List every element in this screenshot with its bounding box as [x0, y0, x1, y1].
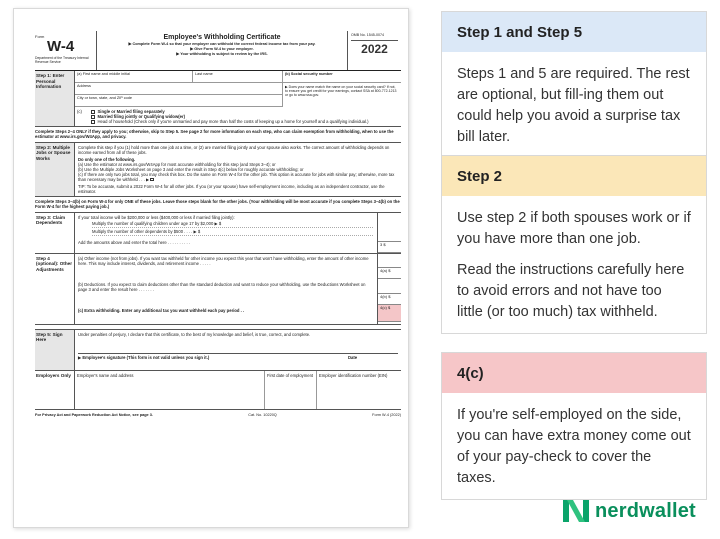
step1-address-row [75, 83, 401, 107]
nerdwallet-wordmark: nerdwallet [595, 499, 696, 522]
steps-3-4-banner [35, 197, 401, 213]
w4-form-sheet [13, 8, 409, 528]
city-field[interactable]: City or town, state, and ZIP code [75, 95, 282, 107]
steps-3-4-banner-text: Complete Steps 3–4(b) on Form W-4 for only ONE of these jobs. Leave those steps blank for the other jobs. (Your withholding will be most accurate if you complete Steps 3–4(b) on the Form W-4 for the highest paying job.) [35, 198, 400, 210]
step3-label: Step 3: Claim Dependents [35, 213, 75, 253]
step3-amount-spacer [378, 213, 401, 241]
filing-status-head[interactable] [91, 119, 399, 124]
step5-label: Step 5: Sign Here [35, 330, 75, 370]
panel-step2 [441, 155, 707, 334]
step4-other-income: (a) Other income (not from jobs). If you want tax withheld for other income you expect this year that won't have withholding, enter the amount of other income here. This may include interest, dividends, and retirement income . . . . . [78, 255, 369, 266]
panel-step1-step5-text: Steps 1 and 5 are required. The rest are optional, but fill-ing them out could help you avoid a surprise tax bill later. [457, 66, 690, 145]
date-field[interactable]: Date [348, 354, 358, 360]
form-instructions [97, 42, 347, 57]
form-footer [35, 410, 401, 418]
address-block [75, 83, 283, 107]
steps-2-4-banner [35, 127, 401, 143]
step5-section [35, 329, 401, 371]
step4-amount-spacer-2 [378, 279, 401, 293]
employers-section [35, 371, 401, 410]
panel-step2-body [442, 196, 706, 333]
nerdwallet-n-logo-svg [563, 498, 589, 524]
panel-4c-text: If you're self-employed on the side, you can have extra money come out of your pay-check to cover the taxes. [457, 407, 691, 486]
form-label: Form [35, 34, 45, 39]
panel-4c [441, 352, 707, 500]
footer-cat: Cat. No. 10220Q [248, 412, 277, 417]
step3-section [35, 213, 401, 254]
step4-amount-column [377, 254, 401, 324]
step4-amount-spacer-1 [378, 254, 401, 267]
step2-only-one: Do only one of the following. [78, 156, 136, 162]
form-year: 2022 [361, 42, 388, 56]
step3-content [75, 213, 401, 253]
form-id-block [35, 31, 97, 70]
employers-label: Employers Only [35, 371, 75, 409]
nerdwallet-brand [563, 498, 696, 524]
footer-form: Form W-4 (2022) [372, 412, 401, 417]
panel-step2-title: Step 2 [442, 156, 706, 196]
step2-intro: Complete this step if you (1) hold more than one job at a time, or (2) are married filing jointly and your spouse also works. The correct amount of withholding depends on income earned from all of these jobs. [78, 144, 390, 155]
step2-option-a: (a) Use the estimator at www.irs.gov/W4App for most accurate withholding for this step (and Steps 3–4); or [78, 161, 276, 167]
other-dependents-line[interactable]: Multiply the number of other dependents by $500 . . . . ▶ $ [92, 228, 373, 236]
filing-status-married-label: Married filing jointly or Qualifying widow(er) [97, 114, 185, 119]
employee-signature-field[interactable]: ▶ Employee's signature (This form is not valid unless you sign it.) [78, 354, 210, 360]
step2-tip: TIP: To be accurate, submit a 2022 Form W-4 for all other jobs. If you (or your spouse) have self-employment income, including as an independent contractor, use the estimator. [78, 183, 385, 194]
step4c-amount[interactable]: 4(c) $ [378, 305, 401, 322]
step4-deductions: (b) Deductions. If you expect to claim deductions other than the standard deduction and want to reduce your withholding, use the Deductions Worksheet on page 3 and enter the result here . . . . . . . [78, 281, 366, 292]
form-instruction-2: ▶ Give Form W-4 to your employer. [190, 47, 254, 51]
step1-content [75, 71, 401, 126]
step4b-amount[interactable]: 4(b) $ [378, 293, 401, 305]
step1-name-row [75, 71, 401, 83]
panel-step2-text-2: Read the instructions carefully here to avoid errors and not have too little (or too much) tax withheld. [457, 262, 685, 320]
address-field[interactable]: Address [75, 83, 282, 95]
omb-number: OMB No. 1545-0074 [351, 33, 398, 41]
footer-privacy: For Privacy Act and Paperwork Reduction Act Notice, see page 3. [35, 412, 153, 417]
step4-content [75, 254, 401, 324]
step1-label: Step 1: Enter Personal Information [35, 71, 75, 126]
panel-4c-title: 4(c) [442, 353, 706, 393]
step1-section [35, 71, 401, 127]
form-dept: Department of the Treasury Internal Revenue Service [35, 56, 89, 64]
first-date-field[interactable]: First date of employment [265, 371, 317, 409]
step4a-amount[interactable]: 4(a) $ [378, 267, 401, 279]
qualifying-children-line[interactable]: Multiply the number of qualifying children under age 17 by $2,000 ▶ $ [92, 220, 373, 228]
ssn-field[interactable]: (b) Social security number [283, 71, 401, 83]
employers-content [75, 371, 401, 409]
step2-section [35, 143, 401, 197]
panel-4c-body [442, 393, 706, 499]
step4-section [35, 254, 401, 325]
ssn-note: ▶ Does your name match the name on your social security card? If not, to ensure you get credit for your earnings, contact SSA at 800-772-1213 or go to www.ssa.gov. [285, 85, 397, 98]
first-name-field[interactable]: (a) First name and middle initial [75, 71, 193, 83]
form-instruction-3: ▶ Your withholding is subject to review by the IRS. [176, 52, 268, 56]
filing-status-row [75, 107, 401, 126]
steps-2-4-banner-text: Complete Steps 2–4 ONLY if they apply to you; otherwise, skip to Step 5. See page 2 for more information on each step, who can claim exemption from withholding, when to use the estimator at www.irs.gov/W4App, and privacy. [35, 129, 394, 140]
step5-content [75, 330, 401, 370]
step2-option-b: (b) Use the Multiple Jobs Worksheet on page 3 and enter the result in Step 4(c) below for roughly accurate withholding; or [78, 166, 304, 172]
step3-amount[interactable]: 3 $ [378, 241, 401, 253]
step5-penalty: Under penalties of perjury, I declare that this certificate, to the best of my knowledge and belief, is true, correct, and complete. [78, 331, 311, 337]
ein-field[interactable]: Employer identification number (EIN) [319, 372, 388, 378]
panel-step1-step5-title: Step 1 and Step 5 [442, 12, 706, 52]
filing-status-options [91, 109, 399, 124]
form-header [35, 31, 401, 71]
form-instruction-1: ▶ Complete Form W-4 so that your employer can withhold the correct federal income tax from your pay. [128, 42, 316, 46]
checkbox-icon[interactable] [150, 178, 154, 182]
panel-step2-text-1: Use step 2 if both spouses work or if you have more than one job. [457, 210, 691, 247]
form-title: Employee's Withholding Certificate [163, 34, 281, 41]
step2-content [75, 143, 401, 196]
form-number: W-4 [47, 38, 75, 55]
dependents-total-line: Add the amounts above and enter the total here . . . . . . . . . . [78, 239, 190, 245]
step2-option-c [78, 172, 398, 182]
step4-label: Step 4 (optional): Other Adjustments [35, 254, 75, 324]
form-year-block [347, 31, 401, 70]
signature-row [78, 353, 398, 360]
step3-intro: If your total income will be $200,000 or less ($400,000 or less if married filing jointly): [78, 214, 235, 220]
employer-name-field[interactable]: Employer's name and address [75, 371, 265, 409]
filing-status-single-label: Single or Married filing separately [97, 109, 165, 114]
step3-amount-column [377, 213, 401, 253]
filing-status-label: (c) [77, 109, 82, 114]
filing-status-head-label: Head of household (Check only if you're unmarried and pay more than half the costs of keeping up a home for yourself and a qualifying individual.) [97, 119, 369, 124]
step4-extra-withholding: (c) Extra withholding. Enter any additional tax you want withheld each pay period . . [78, 307, 245, 313]
w4-form [35, 31, 401, 418]
nerdwallet-n-logo-icon [563, 498, 589, 524]
form-title-block [97, 31, 347, 70]
panel-step1-step5-body [442, 52, 706, 158]
last-name-field[interactable]: Last name [193, 71, 283, 83]
step2-option-c-text: (c) If there are only two jobs total, you may check this box. Do the same on Form W-4 for the other job. This option is accurate for jobs with similar pay; otherwise, more tax than necessary may be withheld . . . ▶ [78, 171, 395, 182]
panel-step1-step5 [441, 11, 707, 159]
checkbox-icon[interactable] [91, 120, 95, 124]
step2-label: Step 2: Multiple Jobs or Spouse Works [35, 143, 75, 196]
